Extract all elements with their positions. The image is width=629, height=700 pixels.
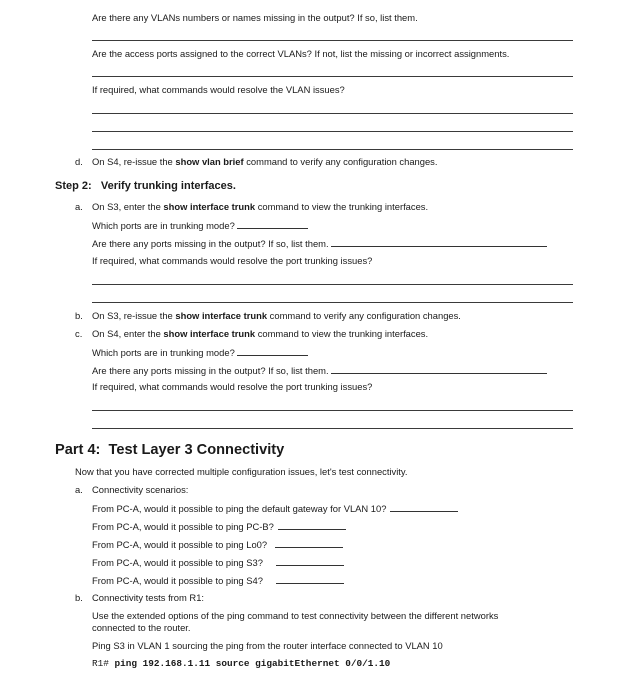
answer-line[interactable] — [92, 302, 573, 303]
answer-blank[interactable] — [278, 520, 346, 530]
ports-missing-question: Are there any ports missing in the output? If so, list them. — [92, 364, 547, 377]
answer-line[interactable] — [92, 76, 573, 77]
step-2-heading: Step 2: Verify trunking interfaces. — [55, 180, 236, 192]
ping-s3-question: From PC-A, would it possible to ping S3? — [92, 556, 344, 569]
cli-prompt: R1# — [92, 658, 109, 669]
step-b-marker: b. — [75, 310, 83, 321]
command-name: show interface trunk — [163, 201, 256, 212]
command-name: show interface trunk — [163, 328, 256, 339]
extended-ping-instruction-cont: connected to the router. — [92, 622, 191, 633]
answer-blank[interactable] — [237, 219, 308, 229]
answer-line[interactable] — [92, 410, 573, 411]
part-4-b-marker: b. — [75, 592, 83, 603]
ping-s3-instruction: Ping S3 in VLAN 1 sourcing the ping from the router interface connected to VLAN 10 — [92, 640, 443, 651]
trunk-ports-question: Which ports are in trunking mode? — [92, 346, 308, 359]
answer-line[interactable] — [92, 284, 573, 285]
part-4-heading: Part 4: Test Layer 3 Connectivity — [55, 442, 285, 458]
step-c-marker: c. — [75, 328, 83, 339]
step-a-instruction: On S3, enter the show interface trunk command to view the trunking interfaces. — [92, 201, 429, 212]
answer-blank[interactable] — [275, 538, 343, 548]
step-d-marker: d. — [75, 156, 83, 167]
answer-blank[interactable] — [276, 556, 344, 566]
connectivity-scenarios-label: Connectivity scenarios: — [92, 484, 189, 495]
vlan-commands-question: If required, what commands would resolve the VLAN issues? — [92, 84, 345, 95]
command-name: show interface trunk — [175, 310, 268, 321]
step-a-marker: a. — [75, 201, 83, 212]
extended-ping-instruction: Use the extended options of the ping command to test connectivity between the different networks — [92, 610, 499, 621]
answer-line[interactable] — [92, 40, 573, 41]
part-4-a-marker: a. — [75, 484, 83, 495]
trunk-commands-question: If required, what commands would resolve the port trunking issues? — [92, 381, 373, 392]
ping-gateway-question: From PC-A, would it possible to ping the default gateway for VLAN 10? — [92, 502, 458, 515]
trunk-commands-question: If required, what commands would resolve the port trunking issues? — [92, 255, 373, 266]
answer-blank[interactable] — [331, 364, 547, 374]
answer-blank[interactable] — [331, 237, 547, 247]
answer-line[interactable] — [92, 131, 573, 132]
answer-line[interactable] — [92, 149, 573, 150]
trunk-ports-question: Which ports are in trunking mode? — [92, 219, 308, 232]
answer-blank[interactable] — [276, 574, 344, 584]
vlan-missing-question: Are there any VLANs numbers or names missing in the output? If so, list them. — [92, 12, 418, 23]
part-4-intro: Now that you have corrected multiple configuration issues, let's test connectivity. — [75, 466, 408, 477]
ping-lo0-question: From PC-A, would it possible to ping Lo0? — [92, 538, 343, 551]
answer-line[interactable] — [92, 428, 573, 429]
cli-command-line — [92, 658, 390, 670]
command-name: show vlan brief — [175, 156, 244, 167]
step-c-instruction: On S4, enter the show interface trunk command to view the trunking interfaces. — [92, 328, 429, 339]
connectivity-tests-label: Connectivity tests from R1: — [92, 592, 205, 603]
ping-pcb-question: From PC-A, would it possible to ping PC-B? — [92, 520, 346, 533]
cli-command: ping 192.168.1.11 source gigabitEthernet 0/0/1.10 — [114, 658, 391, 669]
answer-line[interactable] — [92, 113, 573, 114]
ping-s4-question: From PC-A, would it possible to ping S4? — [92, 574, 344, 587]
ports-missing-question: Are there any ports missing in the output? If so, list them. — [92, 237, 547, 250]
answer-blank[interactable] — [237, 346, 308, 356]
access-ports-question: Are the access ports assigned to the correct VLANs? If not, list the missing or incorrect assignments. — [92, 48, 510, 59]
step-b-instruction: On S3, re-issue the show interface trunk command to verify any configuration changes. — [92, 310, 461, 321]
answer-blank[interactable] — [390, 502, 458, 512]
step-d-instruction: On S4, re-issue the show vlan brief command to verify any configuration changes. — [92, 156, 438, 167]
